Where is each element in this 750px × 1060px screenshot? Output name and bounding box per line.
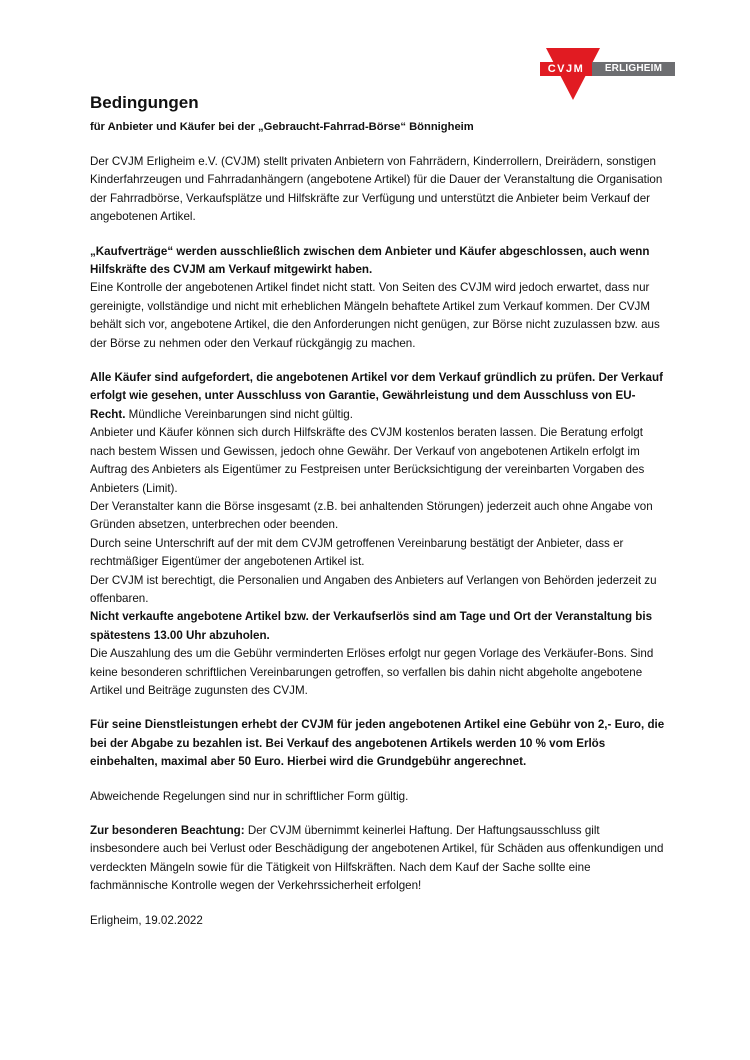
page-subtitle: für Anbieter und Käufer bei der „Gebraucht-Fahrrad-Börse“ Bönnigheim	[90, 121, 474, 133]
paragraph-abweichende-regelungen: Abweichende Regelungen sind nur in schriftlicher Form gültig.	[90, 789, 409, 803]
paragraph-kaufvertraege-text: Eine Kontrolle der angebotenen Artikel findet nicht statt. Von Seiten des CVJM wird jedoch erwartet, dass nur gereinigte, vollständige und nicht mit erheblichen Mängeln behaftete Artikel zum Verkauf kommen. Der CVJM behält sich vor, angebotene Artikel, die den Anforderungen nicht genügen, zur Börse nicht zuzulassen bzw. aus der Börse zu nehmen oder den Verkauf rückgängig zu machen.	[90, 281, 660, 350]
paragraph-beachtung-bold: Zur besonderen Beachtung:	[90, 824, 245, 837]
paragraph-auszahlung: Die Auszahlung des um die Gebühr verminderten Erlöses erfolgt nur gegen Vorlage des Verkäufer-Bons. Sind keine besonderen schriftlichen Vereinbarungen getroffen, so verfallen bis dahin nicht abgeholte angebotene Artikel und Beiträge zugunsten des CVJM.	[90, 647, 654, 697]
page-title: Bedingungen	[90, 93, 199, 112]
paragraph-unterschrift: Durch seine Unterschrift auf der mit dem CVJM getroffenen Vereinbarung bestätigt der Anbieter, dass er rechtmäßiger Eigentümer der angebotenen Artikel ist.	[90, 536, 624, 569]
paragraph-kaufvertraege	[90, 243, 670, 353]
paragraph-veranstalter: Der Veranstalter kann die Börse insgesamt (z.B. bei anhaltenden Störungen) jederzeit auch ohne Angabe von Gründen absetzen, unterbrechen oder beenden.	[90, 499, 653, 532]
paragraph-pruefung	[90, 369, 670, 424]
logo-bar	[540, 62, 675, 76]
logo-cvjm-text: CVJM	[540, 62, 592, 76]
document-body	[90, 92, 670, 930]
paragraph-pruefung-bold: Alle Käufer sind aufgefordert, die angebotenen Artikel vor dem Verkauf gründlich zu prüfen. Der Verkauf erfolgt wie gesehen, unter Ausschluss von Garantie, Gewährleistung und dem Ausschluss von EU-Recht.	[90, 371, 663, 421]
paragraph-gebuehr	[90, 716, 670, 771]
paragraph-personalien: Der CVJM ist berechtigt, die Personalien und Angaben des Anbieters auf Verlangen von Behörden jederzeit zu offenbaren.	[90, 573, 657, 605]
paragraph-gebuehr-bold: Für seine Dienstleistungen erhebt der CVJM für jeden angebotenen Artikel eine Gebühr von 2,- Euro, die bei der Abgabe zu bezahlen ist. Bei Verkauf des angebotenen Artikels werden 10 % vom Erlös einbehalten, maximal aber 50 Euro. Hierbei wird die Grundgebühr angerechnet.	[90, 718, 665, 769]
paragraph-beachtung-text: Der CVJM übernimmt keinerlei Haftung. Der Haftungsausschluss gilt insbesondere auch bei Verlust oder Beschädigung der angebotenen Artikel, für Schäden aus offenkundigen und verdeckten Mängeln sowie für die Tätigkeit von Hilfskräften. Nach dem Kauf der Sache sollte eine fachmännische Kontrolle wegen der Verkehrssicherheit erfolgen!	[90, 824, 664, 893]
date-line: Erligheim, 19.02.2022	[90, 913, 203, 927]
paragraph-intro: Der CVJM Erligheim e.V. (CVJM) stellt privaten Anbietern von Fahrrädern, Kinderrollern, Dreirädern, sonstigen Kinderfahrzeugen und Fahrradanhängern (angebotene Artikel) für die Dauer der Veranstaltung die Organisation der Fahrradbörse, Verkaufsplätze und Hilfskräfte zur Verfügung und unterstützt die Anbieter beim Verkauf der angebotenen Artikel.	[90, 155, 663, 224]
paragraph-kaufvertraege-bold: „Kaufverträge“ werden ausschließlich zwischen dem Anbieter und Käufer abgeschlossen, auch wenn Hilfskräfte des CVJM am Verkauf mitgewirkt haben.	[90, 244, 650, 277]
paragraph-beratung: Anbieter und Käufer können sich durch Hilfskräfte des CVJM kostenlos beraten lassen. Die Beratung erfolgt nach bestem Wissen und Gewissen, jedoch ohne Gewähr. Der Verkauf von angebotenen Artikeln erfolgt im Auftrag des Anbieters als Eigentümer zu Festpreisen unter Berücksichtigung der vereinbarten Vorgaben des Anbieters (Limit).	[90, 426, 645, 495]
paragraph-pruefung-text: Mündliche Vereinbarungen sind nicht gültig.	[125, 407, 353, 421]
paragraph-abholung-bold: Nicht verkaufte angebotene Artikel bzw. der Verkaufserlös sind am Tage und Ort der Veranstaltung bis spätestens 13.00 Uhr abzuholen.	[90, 610, 653, 642]
logo-city-text: ERLIGHEIM	[592, 62, 675, 76]
paragraph-beachtung	[90, 822, 670, 896]
paragraph-abholung	[90, 608, 670, 645]
